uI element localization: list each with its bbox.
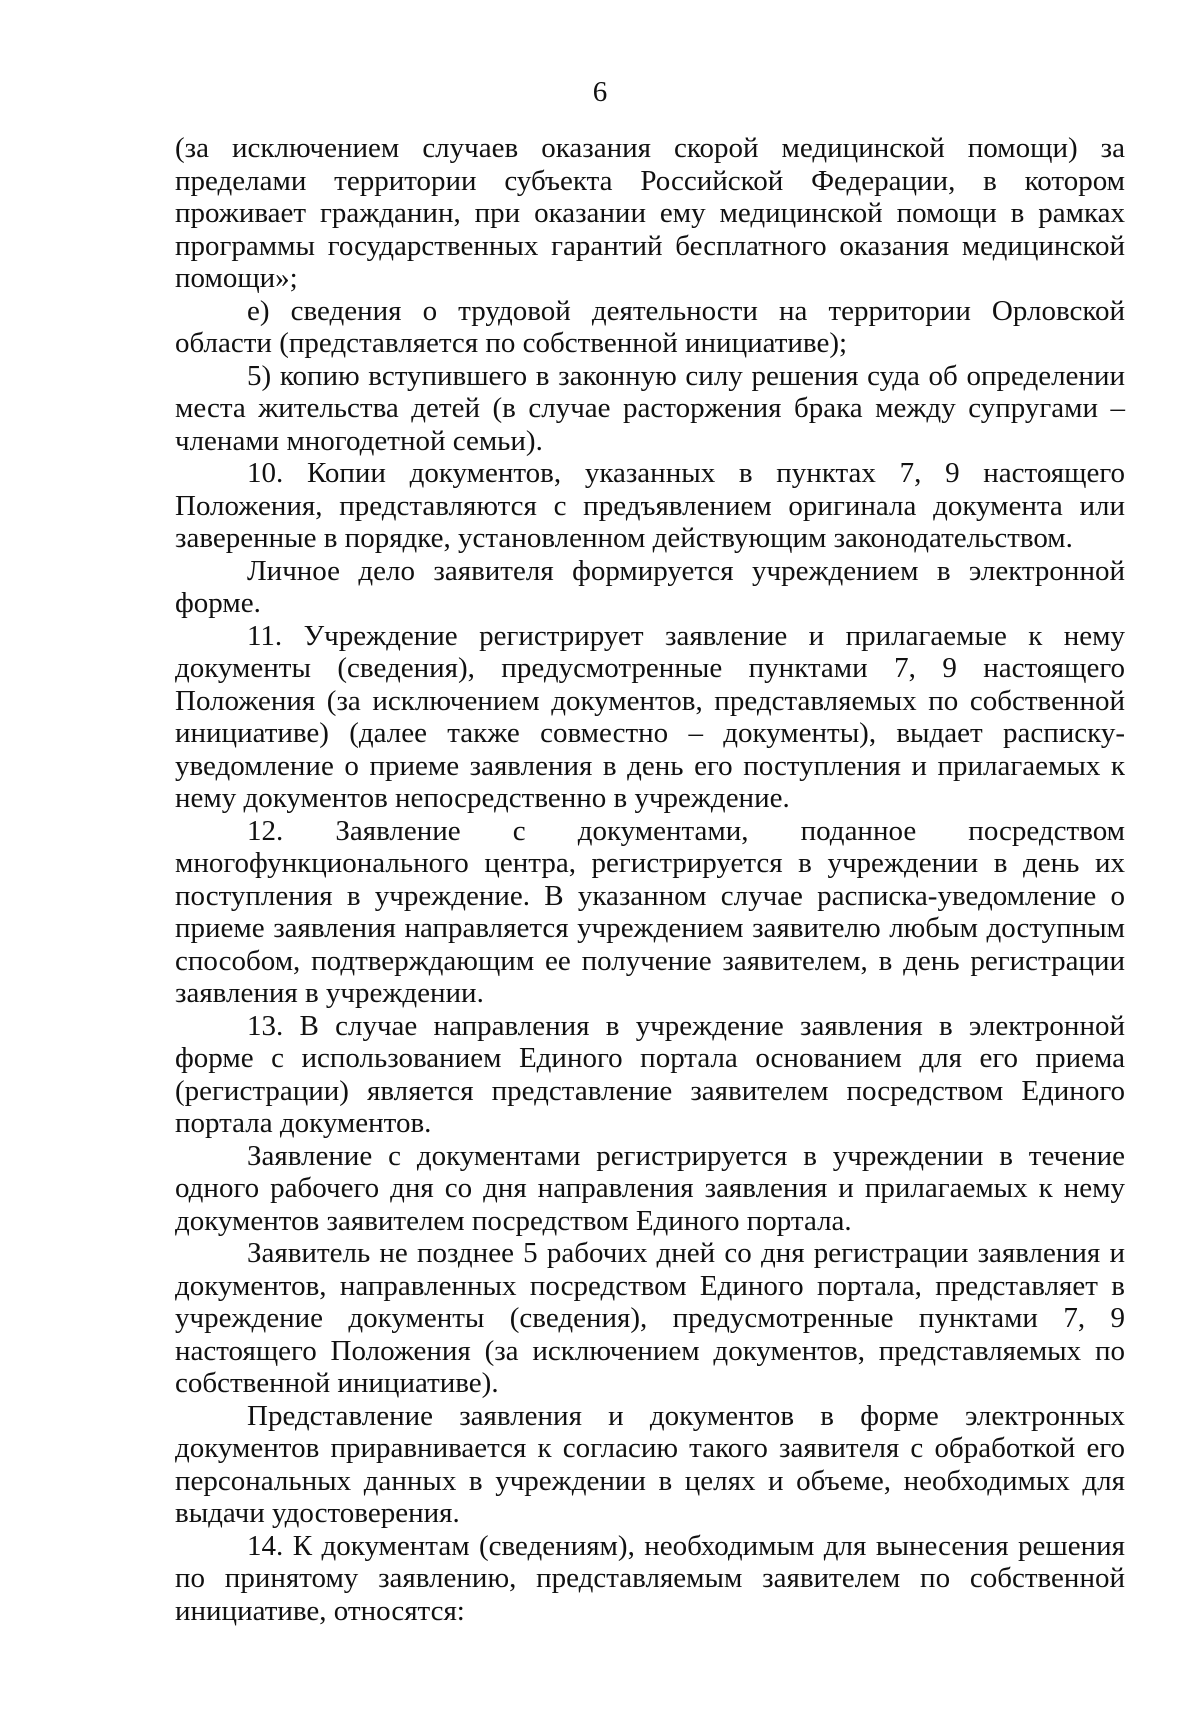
paragraph-clause-11: 11. Учреждение регистрирует заявление и прилагаемые к нему документы (сведения), предусмотренные пунктами 7, 9 настоящего Положения (за исключением документов, представляемых по собственной инициативе) (далее также совместно – документы), выдает расписку-уведомление о приеме заявления в день его поступления и прилагаемых к нему документов непосредственно в учреждение.	[175, 619, 1125, 814]
document-body	[175, 132, 1125, 1627]
paragraph-registration: Заявление с документами регистрируется в учреждении в течение одного рабочего дня со дня направления заявления и прилагаемых к нему документов заявителем посредством Единого портала.	[175, 1139, 1125, 1237]
paragraph-clause-14: 14. К документам (сведениям), необходимым для вынесения решения по принятому заявлению, представляемым заявителем по собственной инициативе, относятся:	[175, 1529, 1125, 1627]
paragraph-item-e: е) сведения о трудовой деятельности на территории Орловской области (представляется по собственной инициативе);	[175, 294, 1125, 359]
paragraph-continuation: (за исключением случаев оказания скорой медицинской помощи) за пределами территории субъекта Российской Федерации, в котором проживает гражданин, при оказании ему медицинской помощи в рамках программы государственных гарантий бесплатного оказания медицинской помощи»;	[175, 132, 1125, 294]
paragraph-personal-file: Личное дело заявителя формируется учреждением в электронной форме.	[175, 554, 1125, 619]
paragraph-item-5: 5) копию вступившего в законную силу решения суда об определении места жительства детей (в случае расторжения брака между супругами – членами многодетной семьи).	[175, 359, 1125, 457]
paragraph-clause-12: 12. Заявление с документами, поданное посредством многофункционального центра, регистрируется в учреждении в день их поступления в учреждение. В указанном случае расписка-уведомление о приеме заявления направляется учреждением заявителю любым доступным способом, подтверждающим ее получение заявителем, в день регистрации заявления в учреждении.	[175, 814, 1125, 1009]
page-number: 6	[592, 76, 608, 108]
paragraph-clause-10: 10. Копии документов, указанных в пунктах 7, 9 настоящего Положения, представляются с предъявлением оригинала документа или заверенные в порядке, установленном действующим законодательством.	[175, 457, 1125, 554]
paragraph-clause-13: 13. В случае направления в учреждение заявления в электронной форме с использованием Единого портала основанием для его приема (регистрации) является представление заявителем посредством Единого портала документов.	[175, 1009, 1125, 1139]
paragraph-electronic-consent: Представление заявления и документов в форме электронных документов приравнивается к согласию такого заявителя с обработкой его персональных данных в учреждении в целях и объеме, необходимых для выдачи удостоверения.	[175, 1399, 1125, 1529]
paragraph-applicant-deadline: Заявитель не позднее 5 рабочих дней со дня регистрации заявления и документов, направленных посредством Единого портала, представляет в учреждение документы (сведения), предусмотренные пунктами 7, 9 настоящего Положения (за исключением документов, представляемых по собственной инициативе).	[175, 1237, 1125, 1399]
